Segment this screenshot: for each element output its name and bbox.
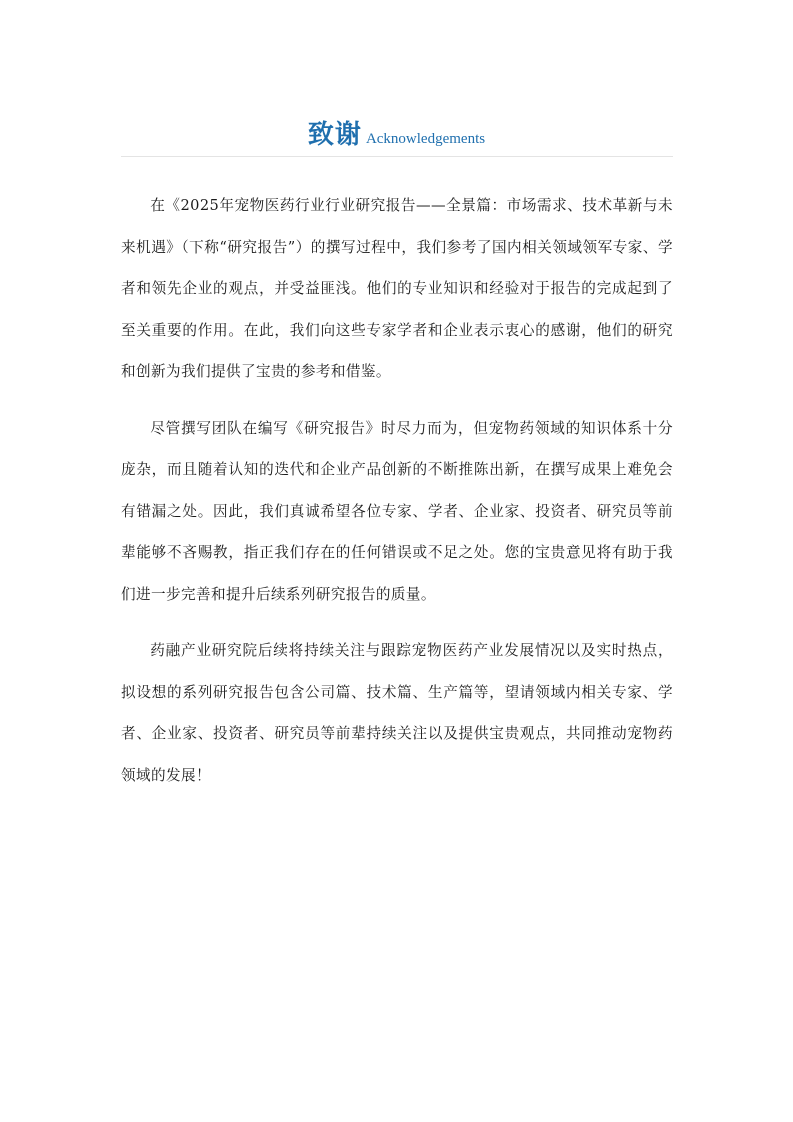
heading-title-zh: 致谢 xyxy=(307,120,362,150)
page-heading xyxy=(0,114,793,151)
paragraph-feedback: 尽管撰写团队在编写《研究报告》时尽力而为，但宠物药领域的知识体系十分庞杂，而且随着认知的迭代和企业产品创新的不断推陈出新，在撰写成果上难免会有错漏之处。因此，我们真诚希望各位专家、学者、企业家、投资者、研究员等前辈能够不吝赐教，指正我们存在的任何错误或不足之处。您的宝贵意见将有助于我们进一步完善和提升后续系列研究报告的质量。 xyxy=(121,419,673,603)
paragraph-outlook: 药融产业研究院后续将持续关注与跟踪宠物医药产业发展情况以及实时热点，拟设想的系列研究报告包含公司篇、技术篇、生产篇等，望请领域内相关专家、学者、企业家、投资者、研究员等前辈持续关注以及提供宝贵观点，共同推动宠物药领域的发展！ xyxy=(121,642,673,784)
acknowledgement-body xyxy=(121,185,673,811)
heading-title-en: Acknowledgements xyxy=(365,131,486,147)
heading-divider xyxy=(121,156,673,157)
paragraph-thanks: 在《2025年宠物医药行业行业研究报告——全景篇：市场需求、技术革新与未来机遇》（下称“研究报告”）的撰写过程中，我们参考了国内相关领域领军专家、学者和领先企业的观点，并受益匪浅。他们的专业知识和经验对于报告的完成起到了至关重要的作用。在此，我们向这些专家学者和企业表示衷心的感谢，他们的研究和创新为我们提供了宝贵的参考和借鉴。 xyxy=(121,197,673,380)
